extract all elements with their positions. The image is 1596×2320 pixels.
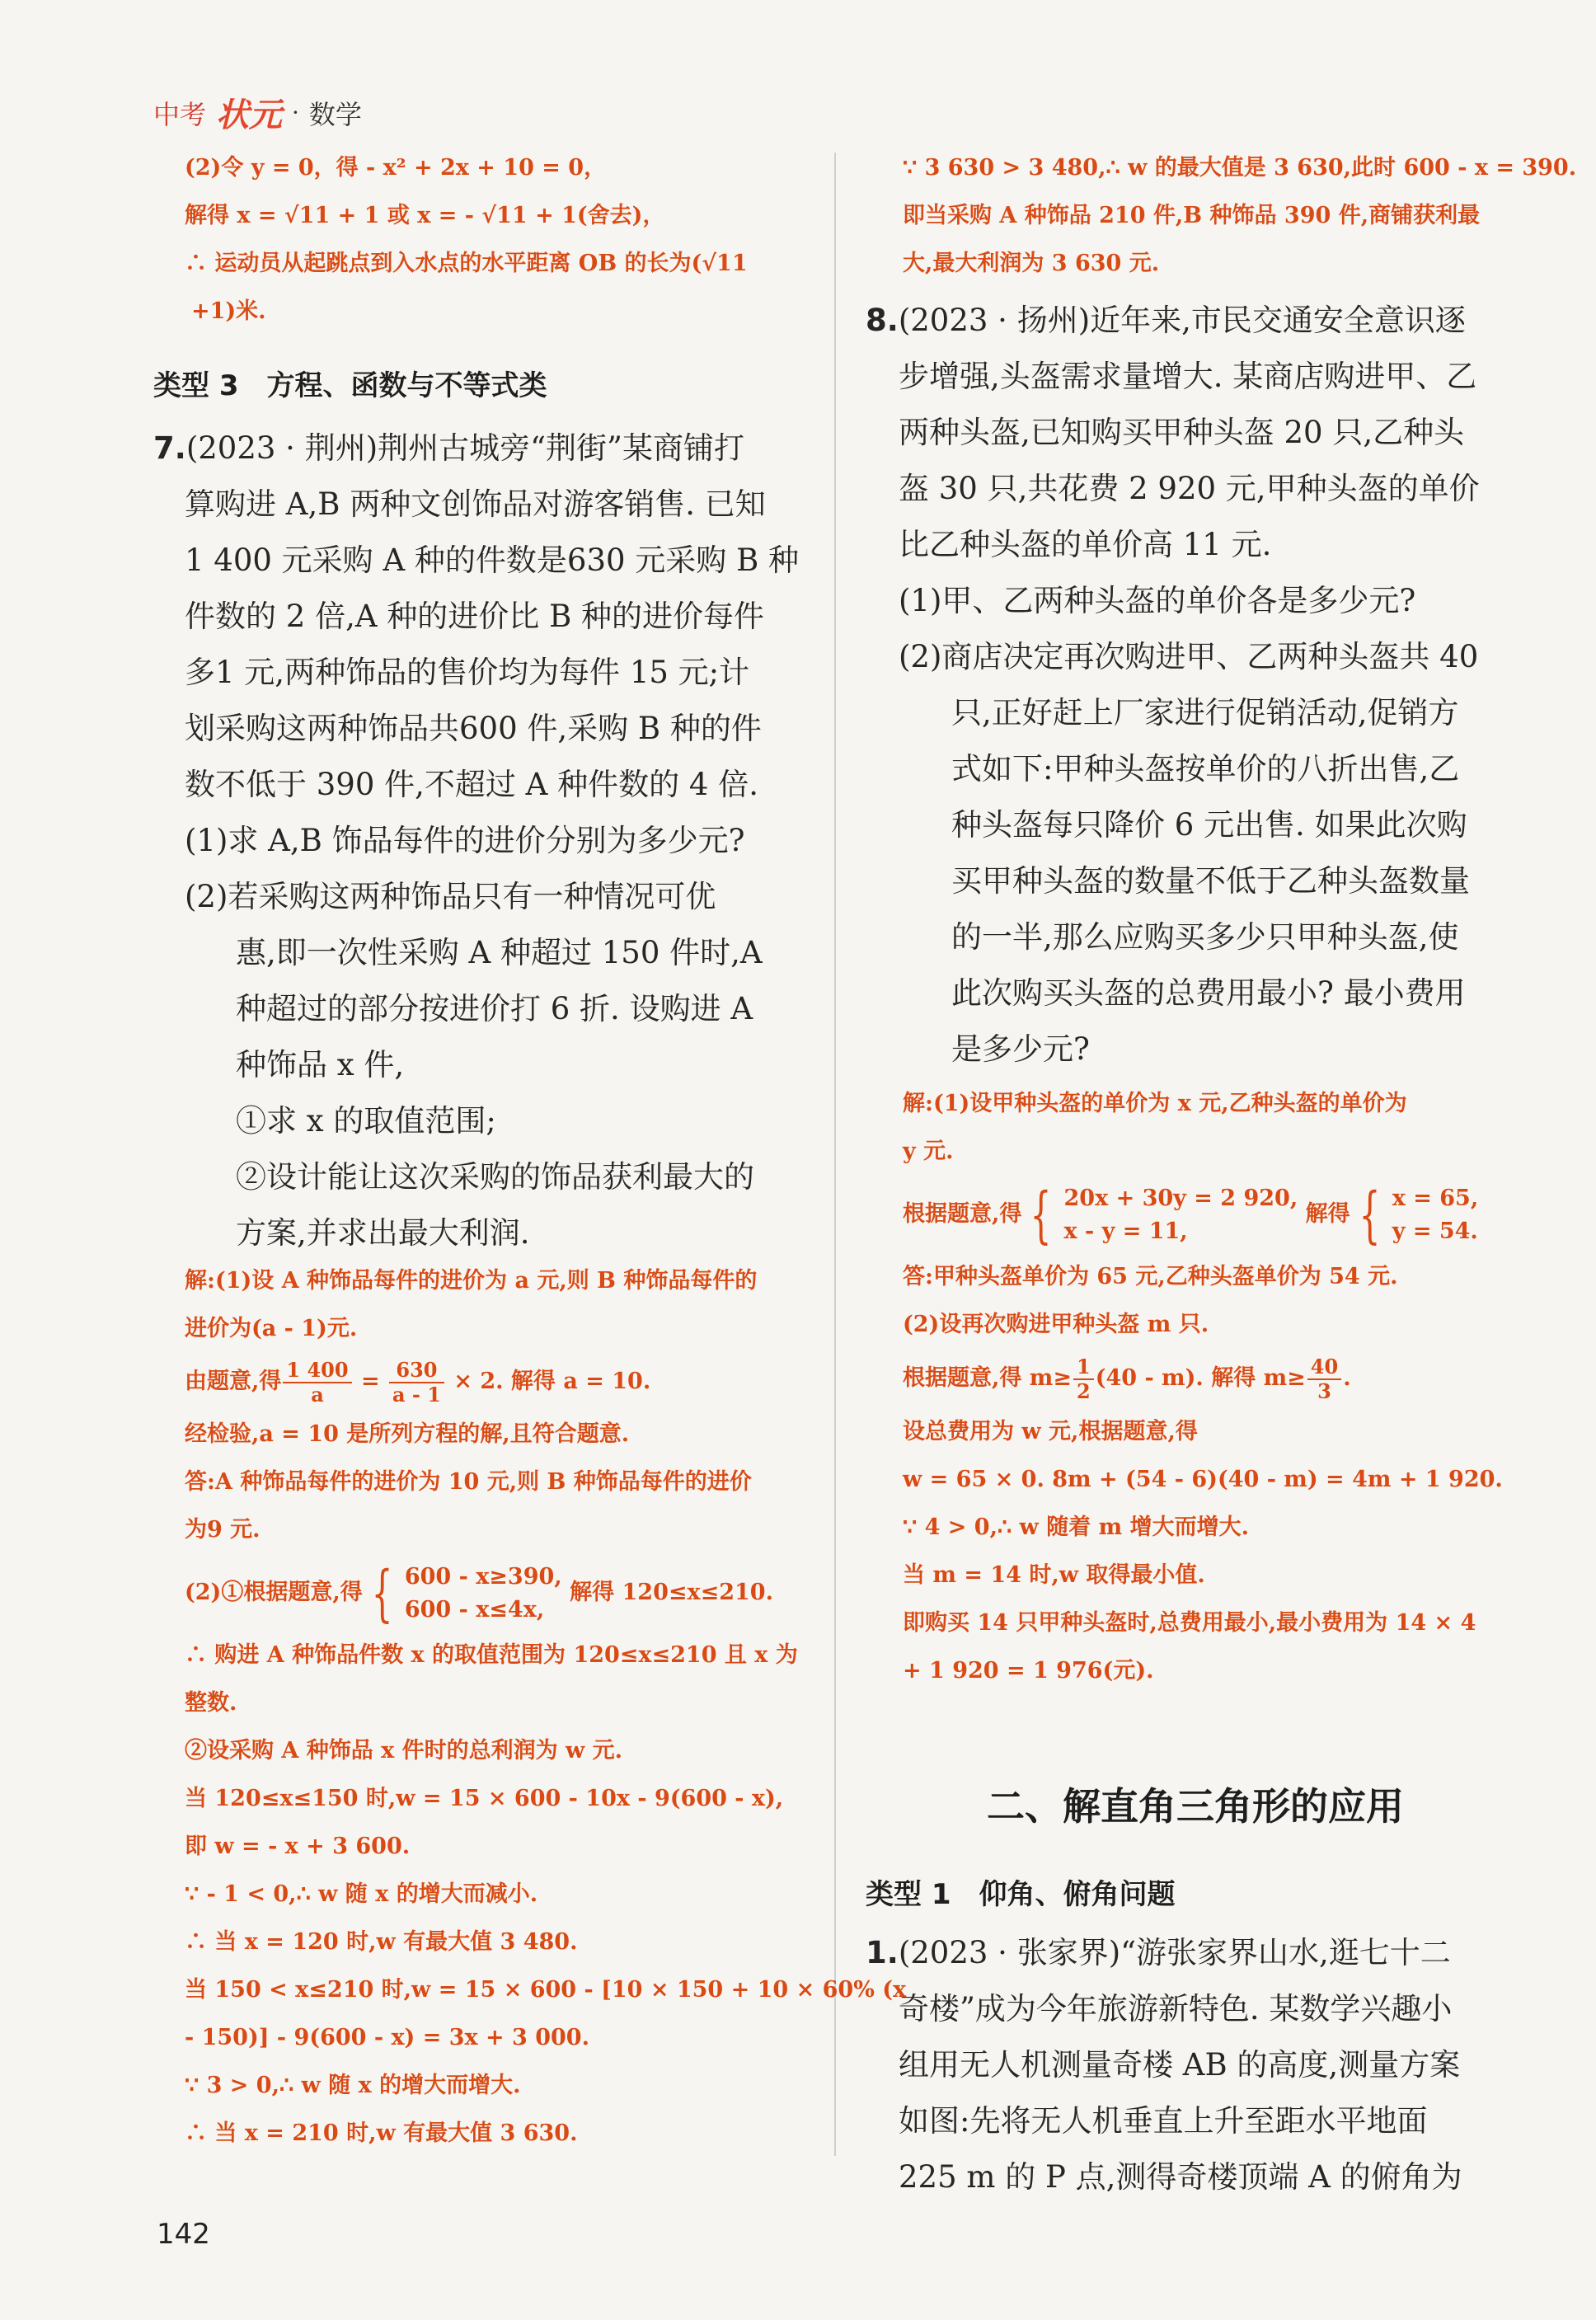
sol-line: - 150)] - 9(600 - x) = 3x + 3 000. [185, 2025, 589, 2050]
prev-ans-line: +1)米. [191, 298, 266, 324]
chapter-title: 二、解直角三角形的应用 [987, 1784, 1404, 1829]
q1-line: 如图:先将无人机垂直上升至距水平地面 [899, 2103, 1428, 2139]
q7-line: 数不低于 390 件,不超过 A 种件数的 4 倍. [185, 767, 758, 802]
solution-7 [185, 1257, 906, 2158]
prev-answer-block [185, 144, 748, 336]
q7-line: (2023 · 荆州)荆州古城旁“荆街”某商铺打 [185, 430, 744, 466]
q8-sub2-line: 只,正好赶上厂家进行促销活动,促销方 [951, 695, 1459, 730]
sol-line: 进价为(a - 1)元. [185, 1316, 358, 1341]
q7-sub1: (1)求 A,B 饰品每件的进价分别为多少元? [185, 823, 745, 858]
q8-sub1: (1)甲、乙两种头盔的单价各是多少元? [899, 583, 1416, 618]
fraction: $\frac{40}{3}$ [1307, 1355, 1341, 1403]
q1-line: 奇楼”成为今年旅游新特色. 某数学兴趣小 [899, 1991, 1453, 2026]
q7-sub2b-line: ②设计能让这次采购的饰品获利最大的 [236, 1159, 754, 1195]
q8-sub2-line: 式如下:甲种头盔按单价的八折出售,乙 [951, 751, 1460, 787]
solution-8 [903, 1080, 1503, 1695]
page-number: 142 [157, 2218, 210, 2251]
page-header [153, 89, 362, 136]
q1-line: 225 m 的 P 点,测得奇楼顶端 A 的俯角为 [899, 2159, 1462, 2195]
sol-line: ∵ - 1 < 0,∴ w 随 x 的增大而减小. [185, 1881, 538, 1907]
section-title-type1: 类型 1 仰角、俯角问题 [866, 1878, 1176, 1911]
sol-line: 根据题意,得 m≥ $\frac{1}{2}$ (40 - m). 解得 m≥ $\frac{40}{3}$ . [903, 1354, 1351, 1403]
prev-ans-line: ∴ 运动员从起跳点到入水点的水平距离 OB 的长为(√11 [185, 251, 748, 276]
q1-line: 组用无人机测量奇楼 AB 的高度,测量方案 [899, 2047, 1461, 2083]
q7-sub2-line: 惠,即一次性采购 A 种超过 150 件时,A [236, 935, 763, 970]
q7-sub2-line: (2)若采购这两种饰品只有一种情况可优 [185, 879, 716, 914]
q7-sub2-line: 种超过的部分按进价打 6 折. 设购进 A [236, 991, 753, 1026]
question-number: 8. [866, 303, 899, 338]
sol-line: 为9 元. [185, 1517, 261, 1543]
q8-line: 比乙种头盔的单价高 11 元. [899, 527, 1272, 562]
prev-ans-line: 解得 x = √11 + 1 或 x = - √11 + 1(舍去)， [185, 203, 665, 228]
q7-line: 1 400 元采购 A 种的件数是630 元采购 B 种 [185, 542, 800, 578]
sol-line: 解:(1)设 A 种饰品每件的进价为 a 元,则 B 种饰品每件的 [185, 1268, 758, 1294]
fraction: $\frac{1 400}{a}$ [283, 1359, 351, 1407]
question-number: 1. [866, 1935, 899, 1970]
q8-line: 两种头盔,已知购买甲种头盔 20 只,乙种头 [899, 415, 1465, 450]
sol-line: 答:甲种头盔单价为 65 元,乙种头盔单价为 54 元. [903, 1264, 1398, 1289]
sol-line: 设总费用为 w 元,根据题意,得 [903, 1419, 1198, 1444]
q1-line: (2023 · 张家界)“游张家界山水,逛七十二 [898, 1935, 1451, 1970]
q8-sub2-line: 此次购买头盔的总费用最小? 最小费用 [951, 975, 1466, 1011]
section-title-type3: 类型 3 方程、函数与不等式类 [153, 369, 547, 402]
sol-line: 根据题意,得 { 20x + 30y = 2 920, x - y = 11, 解得 { x = 65, y = 54. [903, 1179, 1479, 1251]
sol-line: 由题意,得 $\frac{1 400}{a}$ = $\frac{630}{a - 1}$ × 2. 解得 a = 10. [185, 1357, 651, 1407]
sol-line: ∴ 当 x = 120 时,w 有最大值 3 480. [185, 1929, 578, 1955]
fraction: $\frac{1}{2}$ [1073, 1355, 1094, 1403]
cont-line: 大,最大利润为 3 630 元. [903, 251, 1160, 276]
q7-line: 件数的 2 倍,A 种的进价比 B 种的进价每件 [185, 599, 765, 634]
question-number: 7. [153, 430, 186, 466]
sol-line: 即购买 14 只甲种头盔时,总费用最小,最小费用为 14 × 4 [903, 1610, 1476, 1636]
sol-line: ∵ 3 > 0,∴ w 随 x 的增大而增大. [185, 2073, 521, 2098]
q7-line: 算购进 A,B 两种文创饰品对游客销售. 已知 [185, 486, 766, 522]
header-dot: · [292, 99, 299, 126]
q7-sub2a: ①求 x 的取值范围; [236, 1103, 496, 1139]
question-8 [866, 293, 1525, 1078]
fraction: $\frac{630}{a - 1}$ [389, 1359, 444, 1407]
sol-line: y 元. [903, 1139, 954, 1164]
sol-line: (2)设再次购进甲种头盔 m 只. [903, 1312, 1209, 1337]
q8-line: 步增强,头盔需求量增大. 某商店购进甲、乙 [899, 359, 1477, 394]
sol-line: 当 m = 14 时,w 取得最小值. [903, 1562, 1205, 1588]
q8-sub2-line: 的一半,那么应购买多少只甲种头盔,使 [951, 919, 1459, 955]
equation-system: { 600 - x≥390, 600 - x≤4x, [371, 1557, 562, 1629]
sol-line: (2)①根据题意,得 { 600 - x≥390, 600 - x≤4x, 解得 120≤x≤210. [185, 1557, 773, 1629]
q7-line: 划采购这两种饰品共600 件,采购 B 种的件 [185, 711, 762, 746]
q8-sub2-line: (2)商店决定再次购进甲、乙两种头盔共 40 [899, 639, 1479, 674]
equation-system: { 20x + 30y = 2 920, x - y = 11, [1030, 1179, 1298, 1251]
sol-line: ②设采购 A 种饰品 x 件时的总利润为 w 元. [185, 1738, 623, 1763]
sol-line: ∵ 4 > 0,∴ w 随着 m 增大而增大. [903, 1515, 1249, 1540]
sol-line: 答:A 种饰品每件的进价为 10 元,则 B 种饰品每件的进价 [185, 1469, 752, 1495]
sol-line: 即 w = - x + 3 600. [185, 1834, 411, 1859]
q8-sub2-line: 种头盔每只降价 6 元出售. 如果此次购 [951, 807, 1467, 843]
brand-logo-b: 状元 [216, 96, 283, 134]
subject-label: 数学 [308, 98, 362, 130]
q7-line: 多1 元,两种饰品的售价均为每件 15 元;计 [185, 655, 750, 690]
q8-sub2-line: 是多少元? [951, 1031, 1090, 1067]
sol-line: 经检验,a = 10 是所列方程的解,且符合题意. [185, 1421, 630, 1447]
sol-line: 当 150 < x≤210 时,w = 15 × 600 - [10 × 150 + 10 × 60% (x [185, 1977, 907, 2003]
cont-line: ∵ 3 630 > 3 480,∴ w 的最大值是 3 630,此时 600 - x = 390. [903, 155, 1577, 181]
question-1 [866, 1925, 1525, 2205]
sol-line: 当 120≤x≤150 时,w = 15 × 600 - 10x - 9(600 - x), [185, 1786, 784, 1811]
sol-line: w = 65 × 0. 8m + (54 - 6)(40 - m) = 4m + 1 920. [903, 1467, 1503, 1492]
question-7 [153, 420, 805, 1261]
continued-answer-block [903, 144, 1576, 288]
q7-sub2-line: 种饰品 x 件, [236, 1047, 405, 1083]
sol-line: ∴ 购进 A 种饰品件数 x 的取值范围为 120≤x≤210 且 x 为 [185, 1642, 798, 1668]
sol-line: + 1 920 = 1 976(元). [903, 1658, 1154, 1684]
equation-system: { x = 65, y = 54. [1359, 1179, 1479, 1251]
sol-line: 解:(1)设甲种头盔的单价为 x 元,乙种头盔的单价为 [903, 1091, 1407, 1116]
sol-line: ∴ 当 x = 210 时,w 有最大值 3 630. [185, 2120, 578, 2146]
q8-sub2-line: 买甲种头盔的数量不低于乙种头盔数量 [951, 863, 1470, 899]
brand-logo-a: 中考 [153, 98, 207, 130]
sol-line: 整数. [185, 1690, 237, 1716]
q7-sub2b-line: 方案,并求出最大利润. [236, 1215, 530, 1251]
q8-line: (2023 · 扬州)近年来,市民交通安全意识逐 [898, 303, 1466, 338]
prev-ans-line: (2)令 y = 0，得 - x² + 2x + 10 = 0， [185, 155, 607, 181]
cont-line: 即当采购 A 种饰品 210 件,B 种饰品 390 件,商铺获利最 [903, 203, 1481, 228]
q8-line: 盔 30 只,共花费 2 920 元,甲种头盔的单价 [899, 471, 1480, 506]
